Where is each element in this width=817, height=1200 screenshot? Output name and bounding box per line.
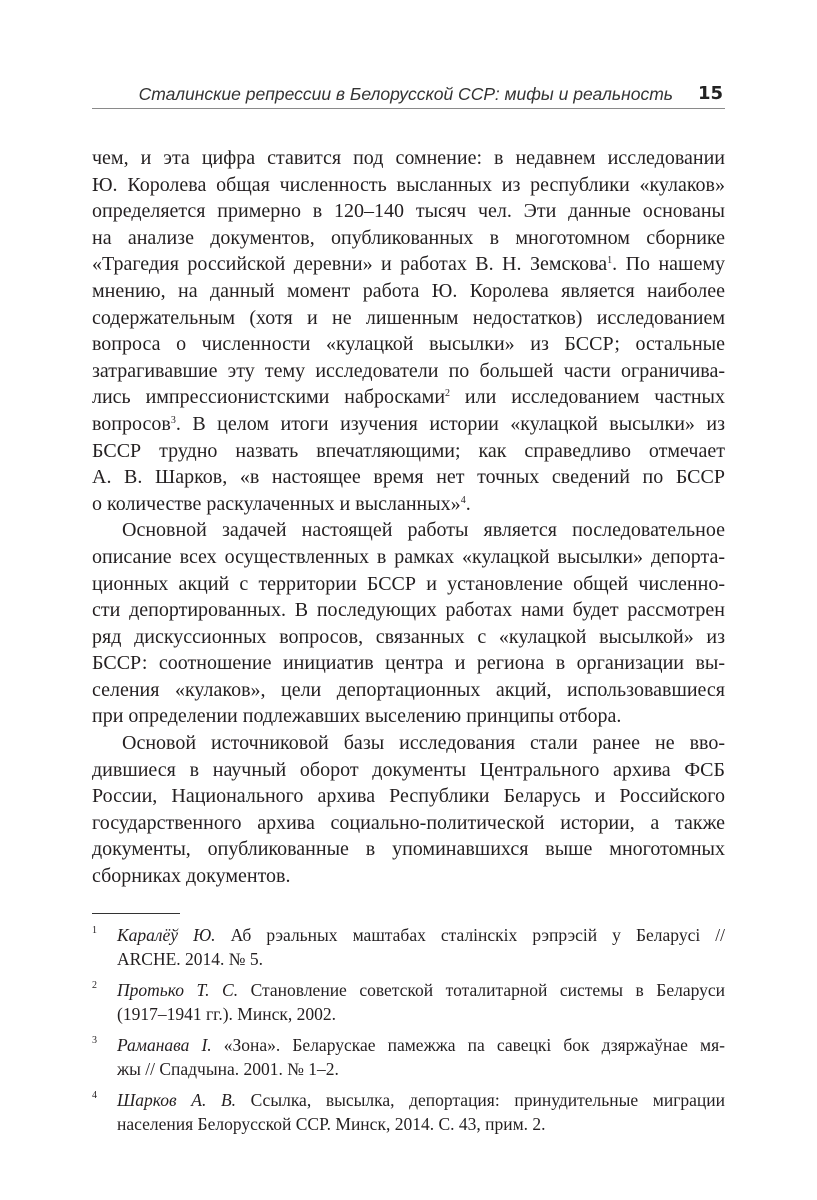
line-text: ряд дискуссионных вопросов, связанных с «кулацкой высылкой» из	[92, 625, 725, 648]
text-line	[92, 810, 725, 837]
footnote-text: жы // Спадчына. 2001. № 1–2.	[117, 1059, 339, 1079]
running-header	[92, 82, 725, 109]
footnote-text: (1917–1941 гг.). Минск, 2002.	[117, 1004, 336, 1024]
line-text: государственного архива социально-политической истории, а также	[92, 811, 725, 834]
text-line	[92, 225, 725, 252]
text-line	[92, 757, 725, 784]
line-text: при определении подлежавших выселению принципы отбора.	[92, 705, 622, 728]
footnote	[92, 1033, 725, 1081]
footnote-line	[117, 1088, 725, 1112]
footnote-number: 3	[92, 1035, 97, 1046]
line-text: России, Национального архива Республики Беларусь и Российского	[92, 785, 725, 808]
footnote-text: «Зона». Беларускае памежжа па савецкі бок дзяржаўнае мя-	[211, 1035, 725, 1055]
footnote-author: Каралёў Ю.	[117, 925, 216, 945]
text-line	[92, 836, 725, 863]
footnote-line	[117, 1002, 725, 1026]
line-text: Основой источниковой базы исследования стали ранее не вво-	[122, 732, 725, 755]
text-line	[92, 384, 725, 411]
text-line	[92, 172, 725, 199]
line-text: вопросов	[92, 412, 171, 435]
text-line	[92, 571, 725, 598]
text-line	[92, 198, 725, 225]
text-line	[92, 624, 725, 651]
line-text: затрагивавшие эту тему исследователи по большей части ограничива-	[92, 359, 725, 382]
line-text: определяется примерно в 120–140 тысяч чел. Эти данные основаны	[92, 200, 725, 223]
line-text: на анализе документов, опубликованных в многотомном сборнике	[92, 226, 725, 249]
line-text: чем, и эта цифра ставится под сомнение: в недавнем исследовании	[92, 147, 725, 169]
footnote-line	[117, 1112, 725, 1136]
footnote-text: Ссылка, высылка, депортация: принудительные миграции	[236, 1090, 725, 1110]
text-line	[92, 517, 725, 544]
text-line	[92, 544, 725, 571]
line-text: «Трагедия российской деревни» и работах В. Н. Земскова	[92, 253, 608, 276]
line-text: селения «кулаков», цели депортационных акций, использовавшиеся	[92, 678, 725, 701]
footnotes	[92, 923, 725, 1143]
line-text: или исследованием частных	[450, 386, 725, 409]
paragraph	[92, 517, 725, 730]
text-line	[92, 677, 725, 704]
line-text: описание всех осуществленных в рамках «кулацкой высылки» депорта-	[92, 545, 725, 568]
page-number: 15	[697, 83, 723, 104]
running-title: Сталинские репрессии в Белорусской ССР: мифы и реальность	[138, 84, 673, 104]
line-text: мнению, на данный момент работа Ю. Королева является наиболее	[92, 279, 725, 302]
line-text: Основной задачей настоящей работы является последовательное	[122, 519, 725, 542]
footnote-number: 2	[92, 980, 97, 991]
text-line	[92, 358, 725, 385]
text-line	[92, 305, 725, 332]
footnote-line	[117, 947, 725, 971]
line-text: . По нашему	[612, 253, 725, 276]
line-text: сборниках документов.	[92, 865, 291, 888]
text-line	[92, 145, 725, 172]
text-line	[92, 597, 725, 624]
footnote-text: Становление советской тоталитарной системы в Беларуси	[238, 980, 725, 1000]
text-line	[92, 783, 725, 810]
footnote-divider	[92, 913, 180, 914]
footnote-text: ARCHE. 2014. № 5.	[117, 949, 264, 969]
line-text: сти депортированных. В последующих работах нами будет рассмотрен	[92, 599, 725, 622]
body-text	[92, 145, 725, 890]
line-text: А. В. Шарков, «в настоящее время нет точных сведений по БССР	[92, 466, 725, 489]
text-line	[92, 411, 725, 438]
footnote-author: Шарков А. В.	[117, 1090, 237, 1110]
footnote-line	[117, 1033, 725, 1057]
line-text: ционных акций с территории БССР и установление общей численно-	[92, 572, 725, 595]
footnote-text: Аб рэальных маштабах сталінскіх рэпрэсій у Беларусі //	[215, 925, 725, 945]
footnote-line	[117, 978, 725, 1002]
footnote-author: Протько Т. С.	[117, 980, 239, 1000]
footnote	[92, 923, 725, 971]
footnote-line	[117, 923, 725, 947]
footnote-ref: 4	[460, 494, 466, 506]
line-text: документы, опубликованные в упоминавшихся выше многотомных	[92, 838, 725, 861]
footnote-line	[117, 1057, 725, 1081]
footnote-ref: 1	[607, 255, 613, 267]
paragraph	[92, 730, 725, 890]
text-line	[92, 331, 725, 358]
footnote	[92, 1088, 725, 1136]
line-text: вопроса о численности «кулацкой высылки» из БССР; остальные	[92, 333, 725, 356]
line-text: . В целом итоги изучения истории «кулацкой высылки» из	[175, 412, 725, 435]
line-text: о количестве раскулаченных и высланных»	[92, 492, 461, 515]
paragraph	[92, 145, 725, 517]
footnote-ref: 2	[445, 388, 451, 400]
line-text: содержательным (хотя и не лишенным недостатков) исследованием	[92, 306, 725, 329]
line-text: дившиеся в научный оборот документы Центрального архива ФСБ	[92, 758, 725, 781]
text-line	[92, 464, 725, 491]
footnote-text: населения Белорусской ССР. Минск, 2014. С. 43, прим. 2.	[117, 1114, 546, 1134]
text-line	[92, 863, 725, 890]
text-line	[92, 703, 725, 730]
text-line	[92, 650, 725, 677]
text-line	[92, 438, 725, 465]
footnote-author: Раманава І.	[117, 1035, 212, 1055]
line-text: БССР трудно назвать впечатляющими; как справедливо отмечает	[92, 439, 725, 462]
text-line	[92, 251, 725, 278]
line-text: лись импрессионистскими набросками	[92, 386, 446, 409]
text-line	[92, 730, 725, 757]
text-line	[92, 278, 725, 305]
footnote	[92, 978, 725, 1026]
line-text: БССР: соотношение инициатив центра и региона в организации вы-	[92, 652, 725, 675]
footnote-number: 4	[92, 1090, 97, 1101]
line-text: .	[465, 492, 471, 515]
line-text: Ю. Королева общая численность высланных из республики «кулаков»	[92, 173, 725, 196]
footnote-number: 1	[92, 925, 97, 936]
footnote-ref: 3	[170, 414, 176, 426]
text-line	[92, 491, 725, 518]
